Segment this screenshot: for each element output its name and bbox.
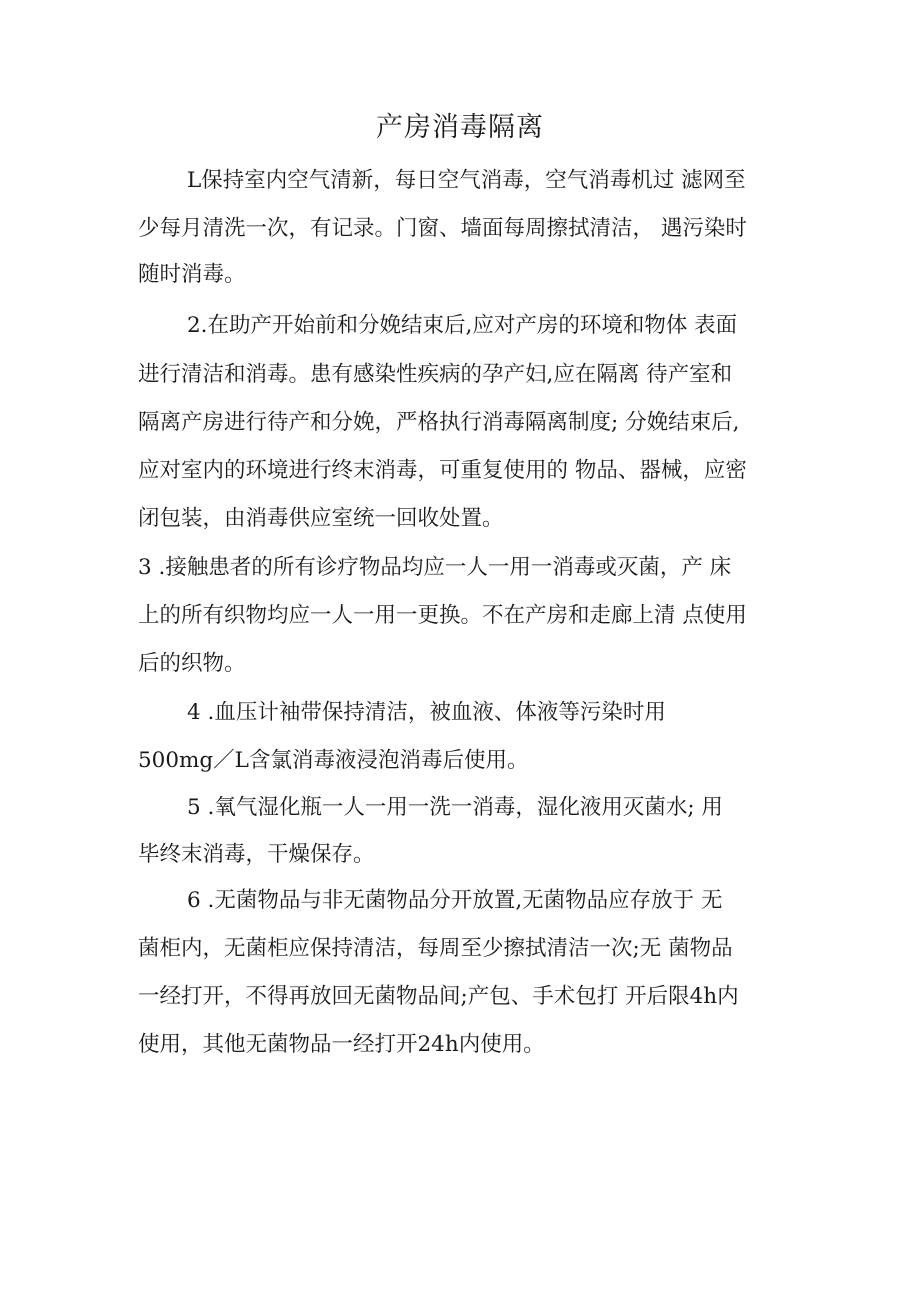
paragraph-1-line-2: 少每月清洗一次，有记录。门窗、墙面每周擦拭清洁， 遇污染时 (138, 216, 747, 241)
paragraph-4-line-2: 500mg／L含氯消毒液浸泡消毒后使用。 (138, 748, 529, 773)
paragraph-4-line-1: 4 .血压计袖带保持清洁，被血液、体液等污染时用 (187, 700, 666, 725)
page-title: 产房消毒隔离 (376, 112, 544, 143)
paragraph-2-line-5: 闭包装，由消毒供应室统一回收处置。 (138, 506, 504, 531)
paragraph-3-line-3: 后的织物。 (138, 651, 246, 676)
paragraph-3-line-2: 上的所有织物均应一人一用一更换。不在产房和走廊上清 点使用 (138, 603, 747, 628)
paragraph-1-line-3: 随时消毒。 (138, 262, 246, 287)
paragraph-5-line-2: 毕终末消毒，干燥保存。 (138, 842, 375, 867)
paragraph-5-line-1: 5 .氧气湿化瓶一人一用一洗一消毒，湿化液用灭菌水; 用 (187, 795, 723, 820)
paragraph-1-line-1: L保持室内空气清新，每日空气消毒，空气消毒机过 滤网至 (187, 168, 746, 193)
paragraph-6-line-4: 使用，其他无菌物品一经打开24h内使用。 (138, 1032, 545, 1057)
paragraph-2-line-3: 隔离产房进行待产和分娩，严格执行消毒隔离制度; 分娩结束后, (138, 410, 740, 435)
paragraph-6-line-2: 菌柜内，无菌柜应保持清洁，每周至少擦拭清洁一次;无 菌物品 (138, 936, 733, 961)
paragraph-2-line-2: 进行清洁和消毒。患有感染性疾病的孕产妇,应在隔离 待产室和 (138, 362, 733, 387)
paragraph-3-line-1: 3 .接触患者的所有诊疗物品均应一人一用一消毒或灭菌，产 床 (138, 555, 732, 580)
paragraph-6-line-3: 一经打开，不得再放回无菌物品间;产包、手术包打 开后限4h内 (138, 984, 739, 1009)
paragraph-2-line-1: 2.在助产开始前和分娩结束后,应对产房的环境和物体 表面 (187, 313, 738, 338)
paragraph-6-line-1: 6 .无菌物品与非无菌物品分开放置,无菌物品应存放于 无 (187, 888, 723, 913)
paragraph-2-line-4: 应对室内的环境进行终末消毒，可重复使用的 物品、器械，应密 (138, 458, 747, 483)
